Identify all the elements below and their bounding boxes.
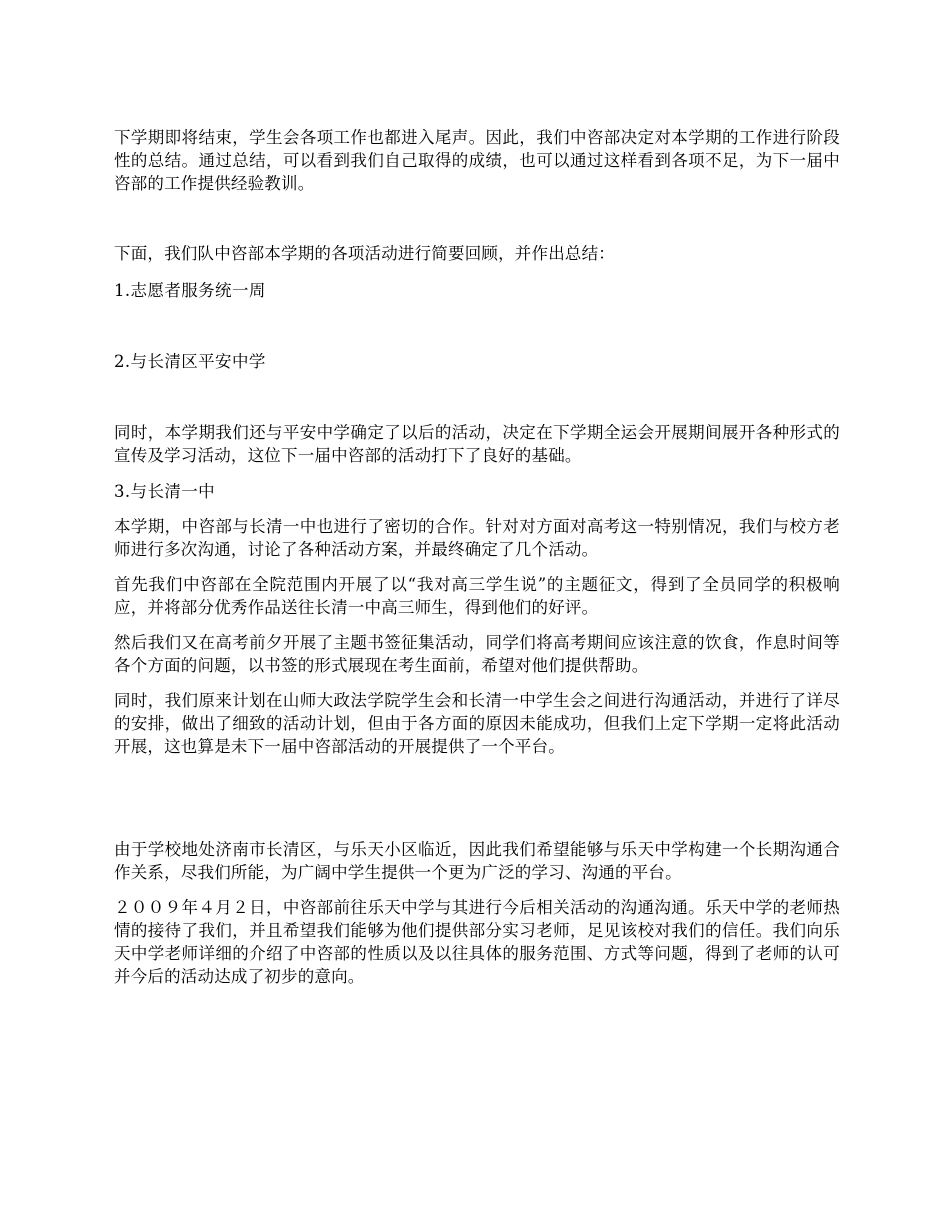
section-heading-pingan-school: 2.与长清区平安中学	[114, 352, 266, 371]
paragraph-letian-visit: ２００９年４月２日，中咨部前往乐天中学与其进行今后相关活动的沟通沟通。乐天中学的老师热情的接待了我们，并且希望我们能够为他们提供部分实习老师，足见该校对我们的信任。我们向乐天中学老师详细的介绍了中咨部的性质以及以往具体的服务范围、方式等问题，得到了老师的认可并今后的活动达成了初步的意向。	[114, 898, 840, 986]
paragraph-bookmark-activity: 然后我们又在高考前夕开展了主题书签征集活动，同学们将高考期间应该注意的饮食，作息时间等各个方面的问题，以书签的形式展现在考生面前，希望对他们提供帮助。	[114, 633, 840, 675]
paragraph-letian-relationship: 由于学校地处济南市长清区，与乐天小区临近，因此我们希望能够与乐天中学构建一个长期沟通合作关系，尽我们所能，为广阔中学生提供一个更为广泛的学习、沟通的平台。	[114, 840, 840, 882]
section-heading-changqing-no1: 3.与长清一中	[114, 482, 216, 501]
section-heading-volunteer-week: 1.志愿者服务统一周	[114, 281, 266, 300]
paragraph-changqing-cooperation: 本学期，中咨部与长清一中也进行了密切的合作。针对对方面对高考这一特别情况，我们与校方老师进行多次沟通，讨论了各种活动方案，并最终确定了几个活动。	[114, 517, 840, 559]
paragraph-essay-contest: 首先我们中咨部在全院范围内开展了以“我对高三学生说”的主题征文，得到了全员同学的积极响应，并将部分优秀作品送往长清一中高三师生，得到他们的好评。	[114, 575, 840, 617]
paragraph-pingan-plan: 同时，本学期我们还与平安中学确定了以后的活动，决定在下学期全运会开展期间展开各种形式的宣传及学习活动，这位下一届中咨部的活动打下了良好的基础。	[114, 423, 840, 465]
paragraph-communication-plan: 同时，我们原来计划在山师大政法学院学生会和长清一中学生会之间进行沟通活动，并进行了详尽的安排，做出了细致的活动计划，但由于各方面的原因未能成功，但我们上定下学期一定将此活动开展，这也算是未下一届中咨部活动的开展提供了一个平台。	[114, 691, 840, 756]
paragraph-intro: 下学期即将结束，学生会各项工作也都进入尾声。因此，我们中咨部决定对本学期的工作进行阶段性的总结。通过总结，可以看到我们自己取得的成绩，也可以通过这样看到各项不足，为下一届中咨部的工作提供经验教训。	[114, 128, 840, 193]
paragraph-review-lead: 下面，我们队中咨部本学期的各项活动进行简要回顾，并作出总结：	[114, 244, 615, 263]
